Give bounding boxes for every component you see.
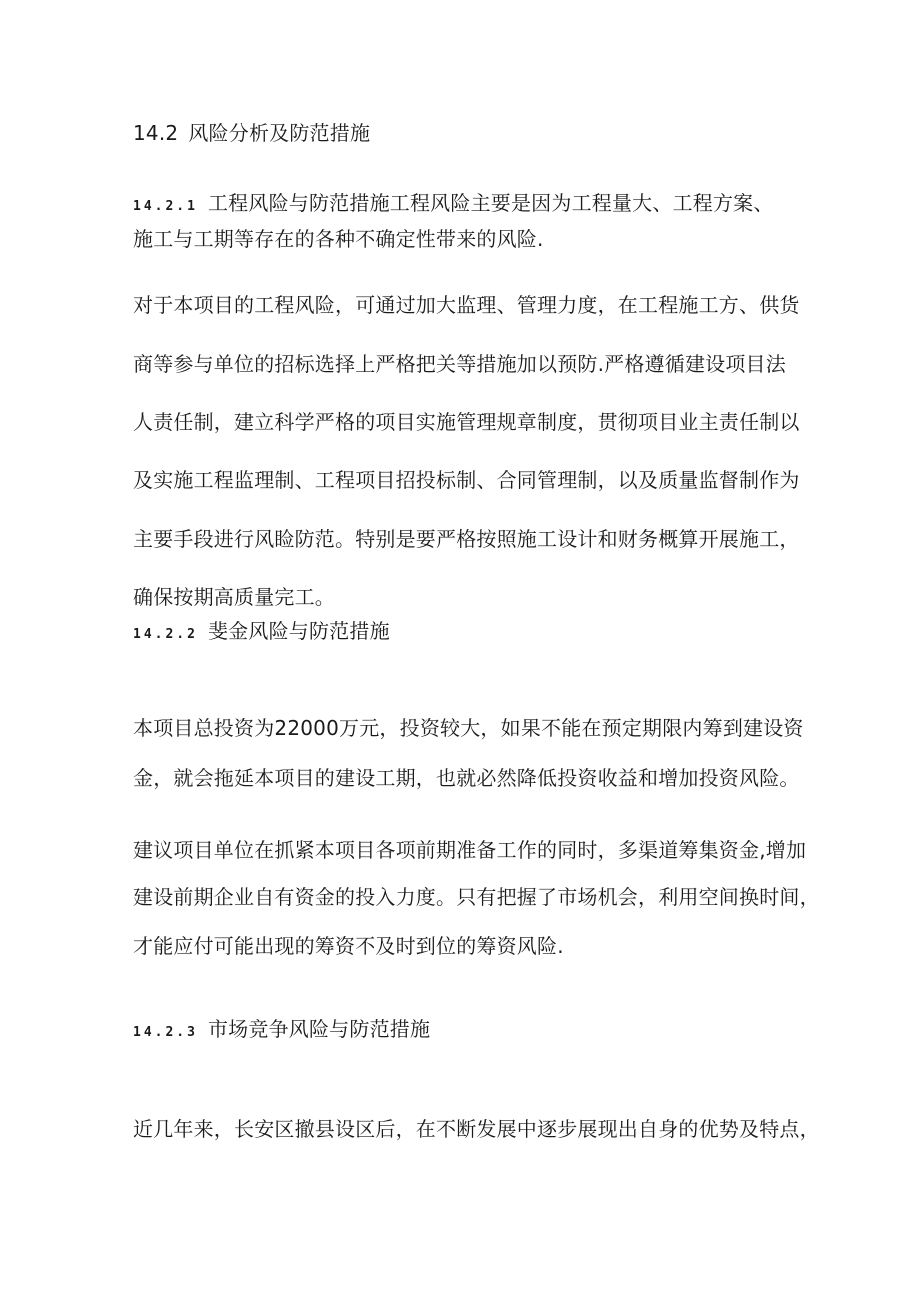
paragraph-line: 金，就会拖延本项目的建设工期，也就必然降低投资收益和增加投资风险。 — [133, 766, 800, 790]
paragraph-line: 确保按期高质量完工。 — [133, 585, 335, 609]
paragraph-line: 建议项目单位在抓紧本项目各项前期准备工作的同时，多渠道筹集资金,增加 — [133, 838, 807, 862]
subsection-title: 斐金风险与防范措施 — [207, 619, 390, 643]
subsection-title: 市场竞争风险与防范措施 — [207, 1017, 431, 1041]
subsection-heading-3 — [133, 1017, 430, 1045]
section-title: 风险分析及防范措施 — [188, 121, 371, 145]
paragraph-line: 商等参与单位的招标选择上严格把关等措施加以预防.严格遵循建设项目法 — [133, 352, 786, 376]
subsection-title-line: 工程风险与防范措施工程风险主要是因为工程量大、工程方案、 — [207, 191, 774, 215]
subsection-title-line: 施工与工期等存在的各种不确定性带来的风险. — [133, 227, 544, 251]
subsection-heading-1 — [133, 191, 774, 219]
section-number: 14.2 — [133, 121, 179, 145]
paragraph-line: 才能应付可能出现的筹资不及时到位的筹资风险. — [133, 934, 564, 958]
paragraph-line: 主要手段进行风睑防范。特别是要严格按照施工设计和财务概算开展施工， — [133, 527, 800, 551]
subsection-number: 14.2.3 — [133, 1025, 198, 1040]
paragraph-line: 及实施工程监理制、工程项目招投标制、合同管理制，以及质量监督制作为 — [133, 468, 800, 492]
subsection-heading-2 — [133, 619, 390, 647]
paragraph-line: 人责任制，建立科学严格的项目实施管理规章制度，贯彻项目业主责任制以 — [133, 410, 800, 434]
paragraph-line: 本项目总投资为22000万元，投资较大，如果不能在预定期限内筹到建设资 — [133, 716, 804, 740]
subsection-number: 14.2.1 — [133, 199, 198, 214]
subsection-number: 14.2.2 — [133, 627, 198, 642]
paragraph-line: 近几年来，长安区撤县设区后，在不断发展中逐步展现出自身的优势及特点， — [133, 1117, 820, 1141]
paragraph-line: 对于本项目的工程风险，可通过加大监理、管理力度，在工程施工方、供货 — [133, 293, 800, 317]
section-heading — [133, 121, 370, 145]
paragraph-line: 建设前期企业自有资金的投入力度。只有把握了市场机会，利用空间换时间， — [133, 885, 820, 909]
